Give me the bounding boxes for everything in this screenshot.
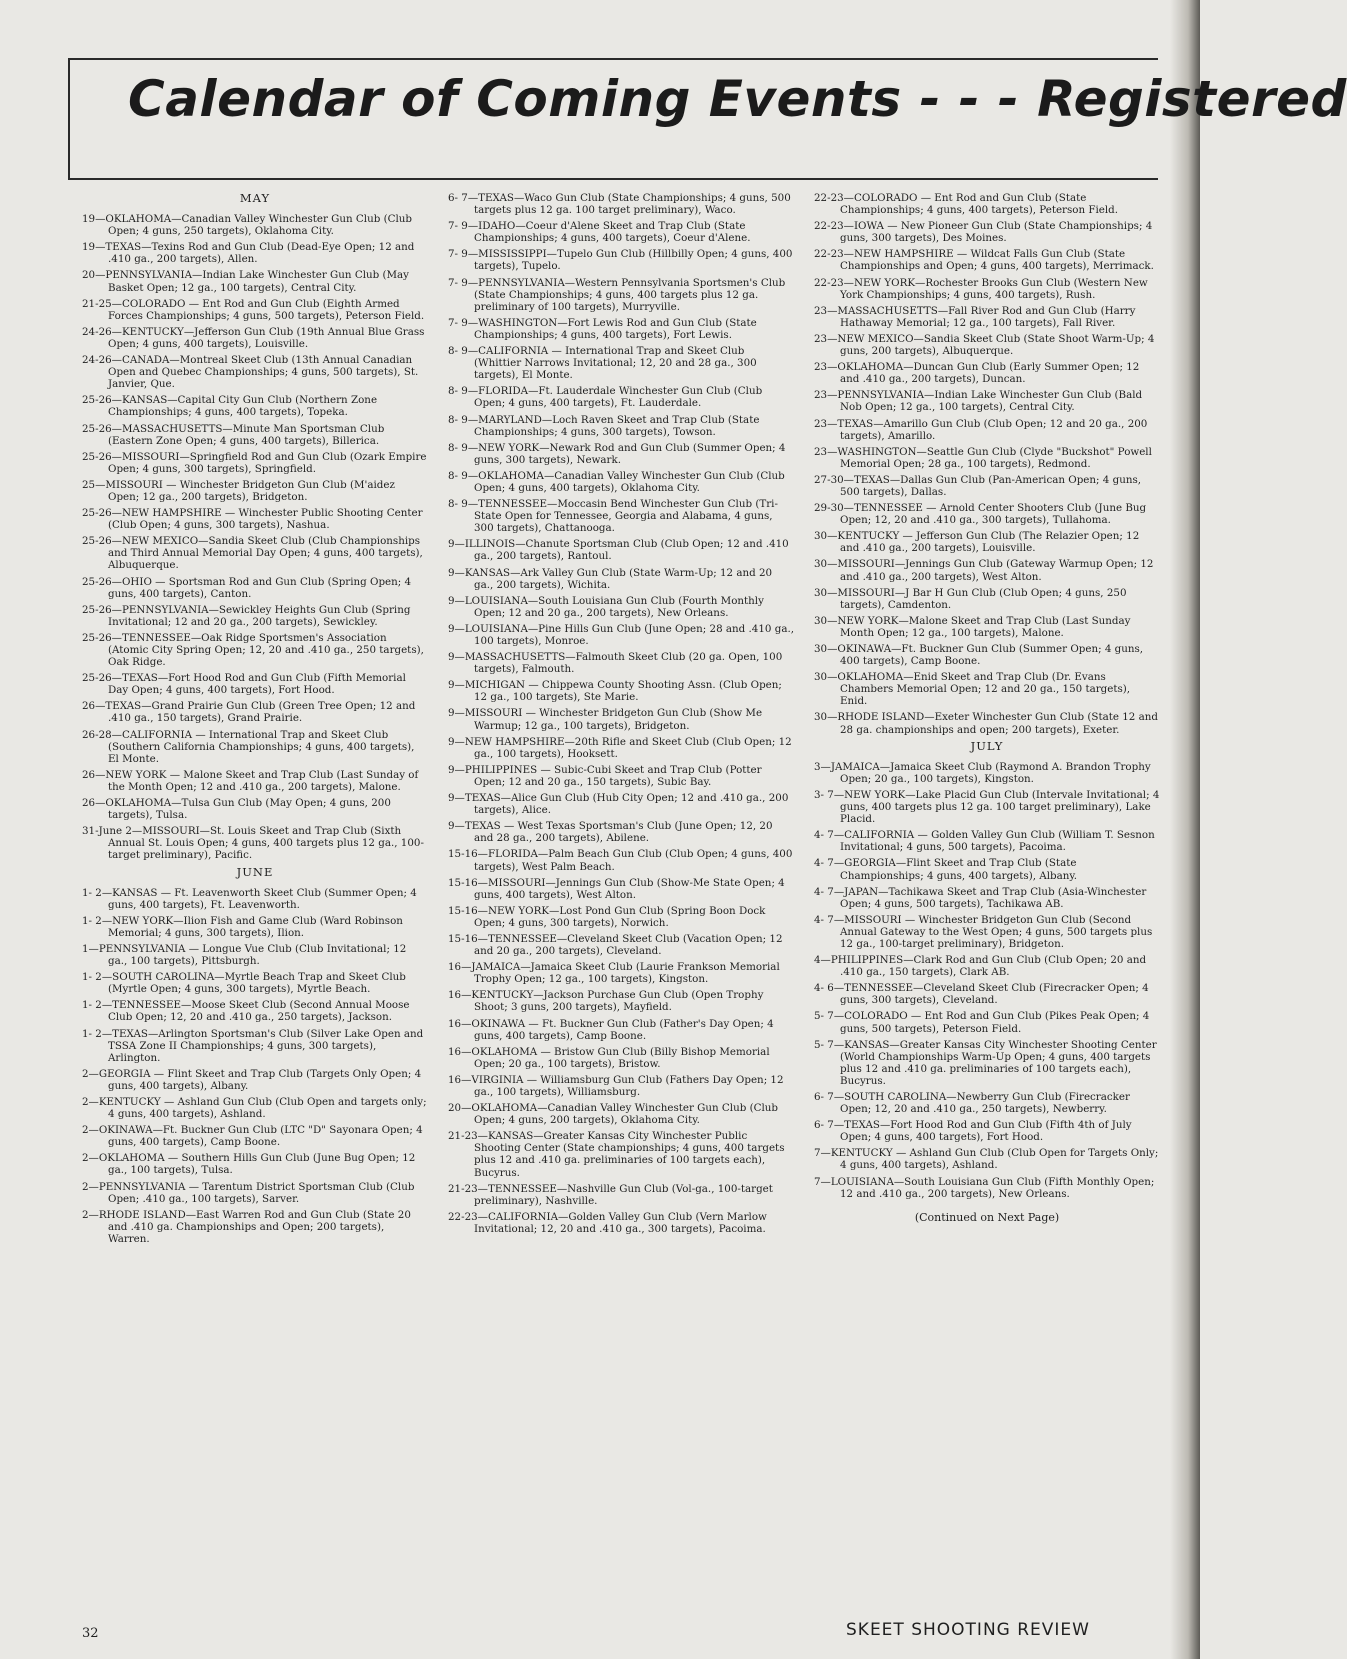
event-entry: 15-16—FLORIDA—Palm Beach Gun Club (Club Open; 4 guns, 400 targets), West Palm Beach. (448, 848, 793, 873)
event-entry: 30—OKLAHOMA—Enid Skeet and Trap Club (Dr. Evans Chambers Memorial Open; 12 and 20 ga., 150 targets), Enid. (814, 671, 1131, 708)
event-entry: 1- 2—KANSAS — Ft. Leavenworth Skeet Club (Summer Open; 4 guns, 400 targets), Ft. Leavenworth. (82, 886, 417, 911)
event-entry: 9—TEXAS—Alice Gun Club (Hub City Open; 12 and .410 ga., 200 targets), Alice. (448, 792, 789, 817)
event-entry: 25-26—OHIO — Sportsman Rod and Gun Club (Spring Open; 4 guns, 400 targets), Canton. (82, 575, 412, 600)
event-entry: 4- 6—TENNESSEE—Cleveland Skeet Club (Firecracker Open; 4 guns, 300 targets), Cleveland. (814, 982, 1149, 1007)
month-heading: JULY (970, 738, 1004, 753)
event-entry: 3—JAMAICA—Jamaica Skeet Club (Raymond A. Brandon Trophy Open; 20 ga., 100 targets), Kingston. (814, 760, 1151, 785)
event-entry: 1- 2—NEW YORK—Ilion Fish and Game Club (Ward Robinson Memorial; 4 guns, 300 targets), Ilion. (82, 914, 403, 939)
event-entry: 9—TEXAS — West Texas Sportsman's Club (June Open; 12, 20 and 28 ga., 200 targets), Abilene. (448, 820, 773, 845)
event-entry: 19—TEXAS—Texins Rod and Gun Club (Dead-Eye Open; 12 and .410 ga., 200 targets), Allen. (82, 241, 415, 266)
event-entry: 6- 7—TEXAS—Fort Hood Rod and Gun Club (Fifth 4th of July Open; 4 guns, 400 targets), Fort Hood. (814, 1119, 1132, 1144)
event-entry: 7—LOUISIANA—South Louisiana Gun Club (Fifth Monthly Open; 12 and .410 ga., 200 targets), New Orleans. (814, 1175, 1155, 1200)
event-entry: 9—PHILIPPINES — Subic-Cubi Skeet and Trap Club (Potter Open; 12 and 20 ga., 150 targets), Subic Bay. (448, 763, 762, 788)
event-entry: 4—PHILIPPINES—Clark Rod and Gun Club (Club Open; 20 and .410 ga., 150 targets), Clark AB. (814, 954, 1147, 979)
event-entry: 4- 7—GEORGIA—Flint Skeet and Trap Club (State Championships; 4 guns, 400 targets), Albany. (814, 857, 1078, 882)
month-heading: MAY (239, 191, 271, 205)
page-number: 32 (82, 1626, 99, 1641)
event-entry: 15-16—TENNESSEE—Cleveland Skeet Club (Vacation Open; 12 and 20 ga., 200 targets), Cleveland. (448, 932, 783, 958)
event-entry: 25-26—KANSAS—Capital City Gun Club (Northern Zone Championships; 4 guns, 400 targets), Topeka. (82, 394, 378, 419)
event-entry: 8- 9—NEW YORK—Newark Rod and Gun Club (Summer Open; 4 guns, 300 targets), Newark. (448, 441, 786, 466)
event-entry: 25-26—TENNESSEE—Oak Ridge Sportsmen's Association (Atomic City Spring Open; 12, 20 and .410 ga., 250 targets), Oak Ridge. (82, 631, 424, 669)
event-list (814, 192, 1160, 736)
event-entry: 8- 9—MARYLAND—Loch Raven Skeet and Trap Club (State Championships; 4 guns, 300 targets), Towson. (448, 413, 760, 438)
event-entry: 1- 2—SOUTH CAROLINA—Myrtle Beach Trap and Skeet Club (Myrtle Open; 4 guns, 300 targets), Myrtle Beach. (82, 971, 406, 996)
event-entry: 30—OKINAWA—Ft. Buckner Gun Club (Summer Open; 4 guns, 400 targets), Camp Boone. (814, 643, 1144, 668)
event-entry: 26-28—CALIFORNIA — International Trap and Skeet Club (Southern California Championships; 4 guns, 400 targets), El Monte. (82, 728, 415, 765)
event-entry: 25-26—NEW HAMPSHIRE — Winchester Public Shooting Center (Club Open; 4 guns, 300 targets), Nashua. (82, 507, 423, 532)
event-list (82, 887, 428, 1245)
event-entry: 30—RHODE ISLAND—Exeter Winchester Gun Club (State 12 and 28 ga. championships and open; 200 targets), Exeter. (814, 711, 1158, 736)
event-entry: 8- 9—FLORIDA—Ft. Lauderdale Winchester Gun Club (Club Open; 4 guns, 400 targets), Ft. Lauderdale. (448, 385, 763, 410)
event-entry: 21-23—KANSAS—Greater Kansas City Winchester Public Shooting Center (State championships; 4 guns, 400 targets plus 12 and .410 ga. preliminaries of 100 targets each), Bucyrus. (448, 1130, 785, 1179)
event-entry: 2—OKLAHOMA — Southern Hills Gun Club (June Bug Open; 12 ga., 100 targets), Tulsa. (82, 1152, 416, 1177)
event-entry: 9—LOUISIANA—South Louisiana Gun Club (Fourth Monthly Open; 12 and 20 ga., 200 targets), New Orleans. (448, 594, 764, 619)
column-3 (814, 192, 1160, 1612)
event-entry: 22-23—NEW HAMPSHIRE — Wildcat Falls Gun Club (State Championships and Open; 4 guns, 400 targets), Merrimack. (814, 248, 1154, 273)
event-entry: 9—MICHIGAN — Chippewa County Shooting Assn. (Club Open; 12 ga., 100 targets), Ste Marie. (448, 679, 782, 704)
event-entry: 8- 9—TENNESSEE—Moccasin Bend Winchester Gun Club (Tri-State Open for Tennessee, Georgia and Alabama, 4 guns, 300 targets), Chattanooga. (448, 498, 778, 535)
event-entry: 2—RHODE ISLAND—East Warren Rod and Gun Club (State 20 and .410 ga. Championships and Open; 200 targets), Warren. (82, 1208, 411, 1245)
event-entry: 25-26—MASSACHUSETTS—Minute Man Sportsman Club (Eastern Zone Open; 4 guns, 400 targets), Billerica. (82, 422, 385, 447)
event-entry: 20—OKLAHOMA—Canadian Valley Winchester Gun Club (Club Open; 4 guns, 200 targets), Oklahoma City. (448, 1102, 778, 1127)
event-entry: 5- 7—COLORADO — Ent Rod and Gun Club (Pikes Peak Open; 4 guns, 500 targets), Peterson Field. (814, 1010, 1150, 1035)
event-entry: 23—WASHINGTON—Seattle Gun Club (Clyde "Buckshot" Powell Memorial Open; 28 ga., 100 targets), Redmond. (814, 445, 1152, 470)
event-entry: 30—MISSOURI—Jennings Gun Club (Gateway Warmup Open; 12 and .410 ga., 200 targets), West Alton. (814, 558, 1154, 583)
event-entry: 16—OKLAHOMA — Bristow Gun Club (Billy Bishop Memorial Open; 20 ga., 100 targets), Bristow. (448, 1045, 770, 1070)
event-entry: 31-June 2—MISSOURI—St. Louis Skeet and Trap Club (Sixth Annual St. Louis Open; 4 guns, 400 targets plus 12 ga., 100-target preliminary), Pacific. (82, 825, 424, 862)
event-entry: 22-23—CALIFORNIA—Golden Valley Gun Club (Vern Marlow Invitational; 12, 20 and .410 ga., 300 targets), Pacoima. (448, 1210, 767, 1235)
event-entry: 1- 2—TEXAS—Arlington Sportsman's Club (Silver Lake Open and TSSA Zone II Championships; 4 guns, 300 targets), Arlington. (82, 1027, 424, 1064)
event-entry: 2—KENTUCKY — Ashland Gun Club (Club Open and targets only; 4 guns, 400 targets), Ashland. (82, 1096, 427, 1121)
event-entry: 26—TEXAS—Grand Prairie Gun Club (Green Tree Open; 12 and .410 ga., 150 targets), Grand Prairie. (82, 700, 416, 725)
event-entry: 22-23—IOWA — New Pioneer Gun Club (State Championships; 4 guns, 300 targets), Des Moines. (814, 220, 1153, 245)
event-entry: 25-26—MISSOURI—Springfield Rod and Gun Club (Ozark Empire Open; 4 guns, 300 targets), Springfield. (82, 450, 427, 475)
event-entry: 7- 9—IDAHO—Coeur d'Alene Skeet and Trap Club (State Championships; 4 guns, 400 targets), Coeur d'Alene. (448, 220, 751, 245)
event-entry: 4- 7—JAPAN—Tachikawa Skeet and Trap Club (Asia-Winchester Open; 4 guns, 500 targets), Tachikawa AB. (814, 885, 1147, 910)
event-entry: 22-23—NEW YORK—Rochester Brooks Gun Club (Western New York Championships; 4 guns, 400 targets), Rush. (814, 276, 1148, 301)
event-entry: 26—NEW YORK — Malone Skeet and Trap Club (Last Sunday of the Month Open; 12 and .410 ga., 200 targets), Malone. (82, 768, 419, 793)
event-entry: 23—OKLAHOMA—Duncan Gun Club (Early Summer Open; 12 and .410 ga., 200 targets), Duncan. (814, 361, 1140, 386)
event-entry: 6- 7—TEXAS—Waco Gun Club (State Championships; 4 guns, 500 targets plus 12 ga. 100 target preliminary), Waco. (448, 192, 791, 217)
event-entry: 4- 7—MISSOURI — Winchester Bridgeton Gun Club (Second Annual Gateway to the West Open; 4 guns, 500 targets plus 12 ga., 100-target preliminary), Bridgeton. (814, 913, 1153, 950)
event-entry: 4- 7—CALIFORNIA — Golden Valley Gun Club (William T. Sesnon Invitational; 4 guns, 500 targets), Pacoima. (814, 829, 1155, 854)
page-title: Calendar of Coming Events - - - Registered (128, 70, 1347, 128)
event-entry: 16—JAMAICA—Jamaica Skeet Club (Laurie Frankson Memorial Trophy Open; 12 ga., 100 targets), Kingston. (448, 961, 780, 986)
magazine-name: SKEET SHOOTING REVIEW (846, 1620, 1090, 1640)
column-2 (448, 192, 794, 1612)
event-list (814, 761, 1160, 1200)
event-entry: 25—MISSOURI — Winchester Bridgeton Gun Club (M'aidez Open; 12 ga., 200 targets), Bridgeton. (82, 478, 395, 503)
event-entry: 9—MISSOURI — Winchester Bridgeton Gun Club (Show Me Warmup; 12 ga., 100 targets), Bridgeton. (448, 707, 763, 732)
event-entry: 25-26—NEW MEXICO—Sandia Skeet Club (Club Championships and Third Annual Memorial Day Open; 4 guns, 400 targets), Albuquerque. (82, 535, 423, 572)
event-entry: 1- 2—TENNESSEE—Moose Skeet Club (Second Annual Moose Club Open; 12, 20 and .410 ga., 250 targets), Jackson. (82, 999, 410, 1024)
event-entry: 23—PENNSYLVANIA—Indian Lake Winchester Gun Club (Bald Nob Open; 12 ga., 100 targets), Central City. (814, 389, 1143, 414)
event-entry: 30—KENTUCKY — Jefferson Gun Club (The Relazier Open; 12 and .410 ga., 200 targets), Louisville. (814, 530, 1140, 555)
event-entry: 8- 9—CALIFORNIA — International Trap and Skeet Club (Whittier Narrows Invitational; 12, 20 and 28 ga., 300 targets), El Monte. (448, 345, 757, 382)
event-entry: 21-23—TENNESSEE—Nashville Gun Club (Vol-ga., 100-target preliminary), Nashville. (448, 1182, 773, 1207)
page-binding-edge (1170, 0, 1200, 1659)
event-entry: 23—TEXAS—Amarillo Gun Club (Club Open; 12 and 20 ga., 200 targets), Amarillo. (814, 417, 1148, 442)
event-entry: 23—NEW MEXICO—Sandia Skeet Club (State Shoot Warm-Up; 4 guns, 200 targets), Albuquerque. (814, 332, 1155, 358)
event-entry: 30—NEW YORK—Malone Skeet and Trap Club (Last Sunday Month Open; 12 ga., 100 targets), Malone. (814, 614, 1131, 639)
event-entry: 2—GEORGIA — Flint Skeet and Trap Club (Targets Only Open; 4 guns, 400 targets), Albany. (82, 1067, 422, 1092)
event-entry: 3- 7—NEW YORK—Lake Placid Gun Club (Intervale Invitational; 4 guns, 400 targets plus 12 ga. 100 target preliminary), Lake Placid. (814, 788, 1160, 826)
month-heading: JUNE (236, 864, 274, 879)
event-entry: 9—ILLINOIS—Chanute Sportsman Club (Club Open; 12 and .410 ga., 200 targets), Rantoul. (448, 538, 789, 563)
event-entry: 5- 7—KANSAS—Greater Kansas City Winchester Shooting Center (World Championships Warm-Up Open; 4 guns, 400 targets plus 12 and .410 ga. preliminaries of 100 targets each), Bucyrus. (814, 1038, 1157, 1087)
event-entry: 16—VIRGINIA — Williamsburg Gun Club (Fathers Day Open; 12 ga., 100 targets), Williamsburg. (448, 1073, 784, 1098)
event-entry: 9—MASSACHUSETTS—Falmouth Skeet Club (20 ga. Open, 100 targets), Falmouth. (448, 651, 783, 676)
event-entry: 7- 9—WASHINGTON—Fort Lewis Rod and Gun Club (State Championships; 4 guns, 400 targets), Fort Lewis. (448, 316, 757, 341)
event-entry: 30—MISSOURI—J Bar H Gun Club (Club Open; 4 guns, 250 targets), Camdenton. (814, 586, 1127, 611)
event-entry: 27-30—TEXAS—Dallas Gun Club (Pan-American Open; 4 guns, 500 targets), Dallas. (814, 473, 1142, 498)
event-entry: 7—KENTUCKY — Ashland Gun Club (Club Open for Targets Only; 4 guns, 400 targets), Ashland. (814, 1147, 1159, 1172)
event-list (82, 213, 428, 861)
event-entry: 1—PENNSYLVANIA — Longue Vue Club (Club Invitational; 12 ga., 100 targets), Pittsburgh. (82, 942, 407, 968)
event-entry: 7- 9—MISSISSIPPI—Tupelo Gun Club (Hillbilly Open; 4 guns, 400 targets), Tupelo. (448, 248, 793, 273)
event-entry: 15-16—MISSOURI—Jennings Gun Club (Show-Me State Open; 4 guns, 400 targets), West Alton. (448, 876, 785, 901)
event-entry: 15-16—NEW YORK—Lost Pond Gun Club (Spring Boon Dock Open; 4 guns, 300 targets), Norwich. (448, 904, 766, 929)
event-entry: 29-30—TENNESSEE — Arnold Center Shooters Club (June Bug Open; 12, 20 and .410 ga., 300 targets), Tullahoma. (814, 502, 1147, 527)
continued-note: (Continued on Next Page) (914, 1210, 1060, 1224)
event-entry: 2—PENNSYLVANIA — Tarentum District Sportsman Club (Club Open; .410 ga., 100 targets), Sarver. (82, 1180, 415, 1205)
event-entry: 19—OKLAHOMA—Canadian Valley Winchester Gun Club (Club Open; 4 guns, 250 targets), Oklahoma City. (82, 213, 412, 238)
column-1 (82, 192, 428, 1612)
event-entry: 8- 9—OKLAHOMA—Canadian Valley Winchester Gun Club (Club Open; 4 guns, 400 targets), Oklahoma City. (448, 469, 785, 494)
event-entry: 24-26—CANADA—Montreal Skeet Club (13th Annual Canadian Open and Quebec Championships; 4 guns, 500 targets), St. Janvier, Que. (82, 354, 419, 391)
event-entry: 6- 7—SOUTH CAROLINA—Newberry Gun Club (Firecracker Open; 12, 20 and .410 ga., 250 targets), Newberry. (814, 1091, 1130, 1116)
event-entry: 9—NEW HAMPSHIRE—20th Rifle and Skeet Club (Club Open; 12 ga., 100 targets), Hooksett. (448, 735, 792, 760)
event-entry: 9—KANSAS—Ark Valley Gun Club (State Warm-Up; 12 and 20 ga., 200 targets), Wichita. (448, 566, 773, 591)
event-entry: 21-25—COLORADO — Ent Rod and Gun Club (Eighth Armed Forces Championships; 4 guns, 500 targets), Peterson Field. (82, 297, 425, 322)
event-entry: 16—OKINAWA — Ft. Buckner Gun Club (Father's Day Open; 4 guns, 400 targets), Camp Boone. (448, 1017, 774, 1042)
event-entry: 25-26—PENNSYLVANIA—Sewickley Heights Gun Club (Spring Invitational; 12 and 20 ga., 200 targets), Sewickley. (82, 603, 411, 628)
event-entry: 7- 9—PENNSYLVANIA—Western Pennsylvania Sportsmen's Club (State Championships; 4 guns, 400 targets plus 12 ga. preliminary of 100 targets), Murryville. (448, 276, 786, 313)
event-entry: 24-26—KENTUCKY—Jefferson Gun Club (19th Annual Blue Grass Open; 4 guns, 400 targets), Louisville. (82, 325, 425, 350)
event-entry: 25-26—TEXAS—Fort Hood Rod and Gun Club (Fifth Memorial Day Open; 4 guns, 400 targets), Fort Hood. (82, 672, 406, 697)
event-entry: 26—OKLAHOMA—Tulsa Gun Club (May Open; 4 guns, 200 targets), Tulsa. (82, 797, 391, 822)
event-entry: 22-23—COLORADO — Ent Rod and Gun Club (State Championships; 4 guns, 400 targets), Peterson Field. (814, 192, 1119, 217)
event-entry: 23—MASSACHUSETTS—Fall River Rod and Gun Club (Harry Hathaway Memorial; 12 ga., 100 targets), Fall River. (814, 304, 1136, 329)
event-entry: 20—PENNSYLVANIA—Indian Lake Winchester Gun Club (May Basket Open; 12 ga., 100 targets), Central City. (82, 269, 410, 294)
event-list (448, 192, 794, 1235)
event-entry: 2—OKINAWA—Ft. Buckner Gun Club (LTC "D" Sayonara Open; 4 guns, 400 targets), Camp Boone. (82, 1124, 423, 1149)
event-entry: 16—KENTUCKY—Jackson Purchase Gun Club (Open Trophy Shoot; 3 guns, 200 targets), Mayfield. (448, 989, 764, 1014)
event-entry: 9—LOUISIANA—Pine Hills Gun Club (June Open; 28 and .410 ga., 100 targets), Monroe. (448, 622, 795, 647)
